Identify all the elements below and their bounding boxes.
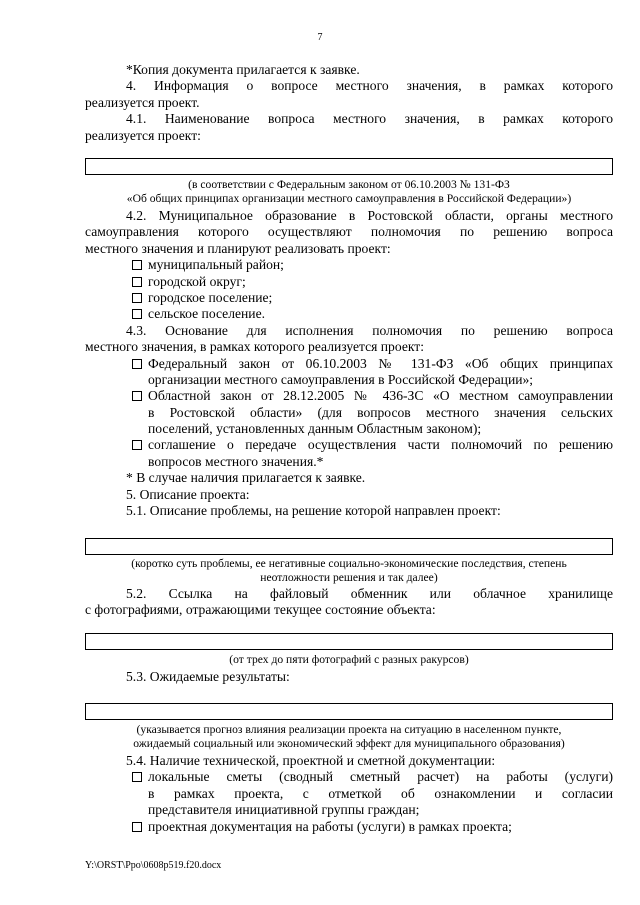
item-4-line2: реализуется проект.	[85, 94, 200, 110]
caption-federal-law	[85, 178, 613, 206]
item-4-2-line1: 4.2. Муниципальное образование в Ростовской области, органы местного	[126, 208, 613, 223]
checkbox-icon[interactable]	[132, 391, 142, 401]
option-label	[148, 388, 613, 437]
option-label: городской округ;	[148, 273, 246, 289]
option-label: сельское поселение.	[148, 306, 266, 322]
option-label: городское поселение;	[148, 289, 273, 305]
photo-link-field[interactable]	[85, 633, 613, 650]
option-label	[148, 769, 613, 818]
section-5-3	[85, 669, 613, 685]
item-4-2-line3: местного значения и планируют реализовать проект:	[85, 240, 391, 256]
option-local-estimates[interactable]	[85, 769, 613, 818]
item-4-1-line2: реализуется проект:	[85, 127, 201, 143]
item-5-3: 5.3. Ожидаемые результаты:	[126, 669, 290, 684]
caption-problem	[85, 557, 613, 585]
item-4-line1: 4. Информация о вопросе местного значения, в рамках которого	[126, 78, 613, 94]
attach-note: * В случае наличия прилагается к заявке.	[126, 470, 366, 486]
caption-line: (указывается прогноз влияния реализации проекта на ситуацию в населенном пункте,	[136, 723, 562, 736]
section-5-4	[85, 753, 613, 835]
option-label	[148, 356, 613, 389]
option-line: Областной закон от 28.12.2005 № 436-ЗС «О местном самоуправлении	[148, 388, 613, 404]
item-5-4: 5.4. Наличие технической, проектной и сметной документации:	[126, 753, 496, 768]
local-issue-name-field[interactable]	[85, 158, 613, 175]
checkbox-icon[interactable]	[132, 293, 142, 303]
item-5-2-line1: 5.2. Ссылка на файловый обменник или облачное хранилище	[126, 586, 613, 601]
item-4-3-line2: местного значения, в рамках которого реализуется проект:	[85, 339, 424, 355]
option-project-docs[interactable]	[85, 819, 613, 835]
option-rural-settlement[interactable]	[85, 306, 613, 322]
item-5-2-line2: с фотографиями, отражающими текущее состояние объекта:	[85, 602, 436, 618]
option-agreement[interactable]	[85, 437, 613, 470]
item-4-2-line2: самоуправления которого осуществляют полномочия по решению вопроса	[85, 224, 613, 240]
section-5-2	[85, 586, 613, 619]
caption-line: ожидаемый социальный или экономический эффект для муниципального образования)	[133, 737, 565, 750]
item-5: 5. Описание проекта:	[126, 486, 250, 502]
option-city-district[interactable]	[85, 274, 613, 290]
caption-line: (коротко суть проблемы, ее негативные социально-экономические последствия, степень	[131, 557, 567, 570]
caption-line: (в соответствии с Федеральным законом от 06.10.2003 № 131-ФЗ	[188, 178, 510, 191]
option-municipal-district[interactable]	[85, 257, 613, 273]
option-line: соглашение о передаче осуществления части полномочий по решению	[148, 437, 613, 453]
caption-results	[85, 723, 613, 751]
option-urban-settlement[interactable]	[85, 290, 613, 306]
option-line: поселений, установленных данным Областным законом);	[148, 421, 482, 437]
item-4-3-line1: 4.3. Основание для исполнения полномочия по решению вопроса	[126, 322, 613, 338]
checkbox-icon[interactable]	[132, 260, 142, 270]
footer-file-path: Y:\ORST\Ppo\0608p519.f20.docx	[85, 860, 222, 871]
problem-description-field[interactable]	[85, 538, 613, 555]
checkbox-icon[interactable]	[132, 440, 142, 450]
option-label: проектная документация на работы (услуги) в рамках проекта;	[148, 818, 512, 834]
checkbox-icon[interactable]	[132, 309, 142, 319]
option-regional-law[interactable]	[85, 388, 613, 437]
page-number: 7	[317, 32, 323, 43]
item-5-1: 5.1. Описание проблемы, на решение которой направлен проект:	[126, 503, 501, 519]
item-4-1-line1: 4.1. Наименование вопроса местного значения, в рамках которого	[126, 111, 613, 127]
expected-results-field[interactable]	[85, 703, 613, 720]
option-line: в рамках проекта, с отметкой об ознакомлении и согласии	[148, 785, 613, 801]
caption-line: (от трех до пяти фотографий с разных ракурсов)	[229, 653, 469, 666]
section-4-2-to-5-1	[85, 208, 613, 519]
checkbox-icon[interactable]	[132, 359, 142, 369]
option-federal-law[interactable]	[85, 356, 613, 389]
checkbox-icon[interactable]	[132, 772, 142, 782]
option-line: Федеральный закон от 06.10.2003 № 131-ФЗ «Об общих принципах	[148, 355, 613, 371]
checkbox-icon[interactable]	[132, 822, 142, 832]
section-4-intro	[85, 62, 613, 144]
caption-line: неотложности решения и так далее)	[260, 571, 438, 584]
option-line: вопросов местного значения.*	[148, 453, 324, 469]
copy-note: *Копия документа прилагается к заявке.	[126, 62, 360, 77]
caption-line: «Об общих принципах организации местного самоуправления в Российской Федерации»)	[126, 192, 572, 205]
option-line: в Ростовской области» (для вопросов местного значения сельских	[148, 404, 613, 420]
option-line: локальные сметы (сводный сметный расчет) на работы (услуги)	[148, 769, 613, 785]
option-line: представителя инициативной группы граждан;	[148, 802, 420, 818]
caption-photos	[85, 653, 613, 667]
option-label: муниципальный район;	[148, 257, 284, 273]
option-label	[148, 437, 613, 470]
option-line: организации местного самоуправления в Российской Федерации»;	[148, 371, 534, 387]
checkbox-icon[interactable]	[132, 277, 142, 287]
